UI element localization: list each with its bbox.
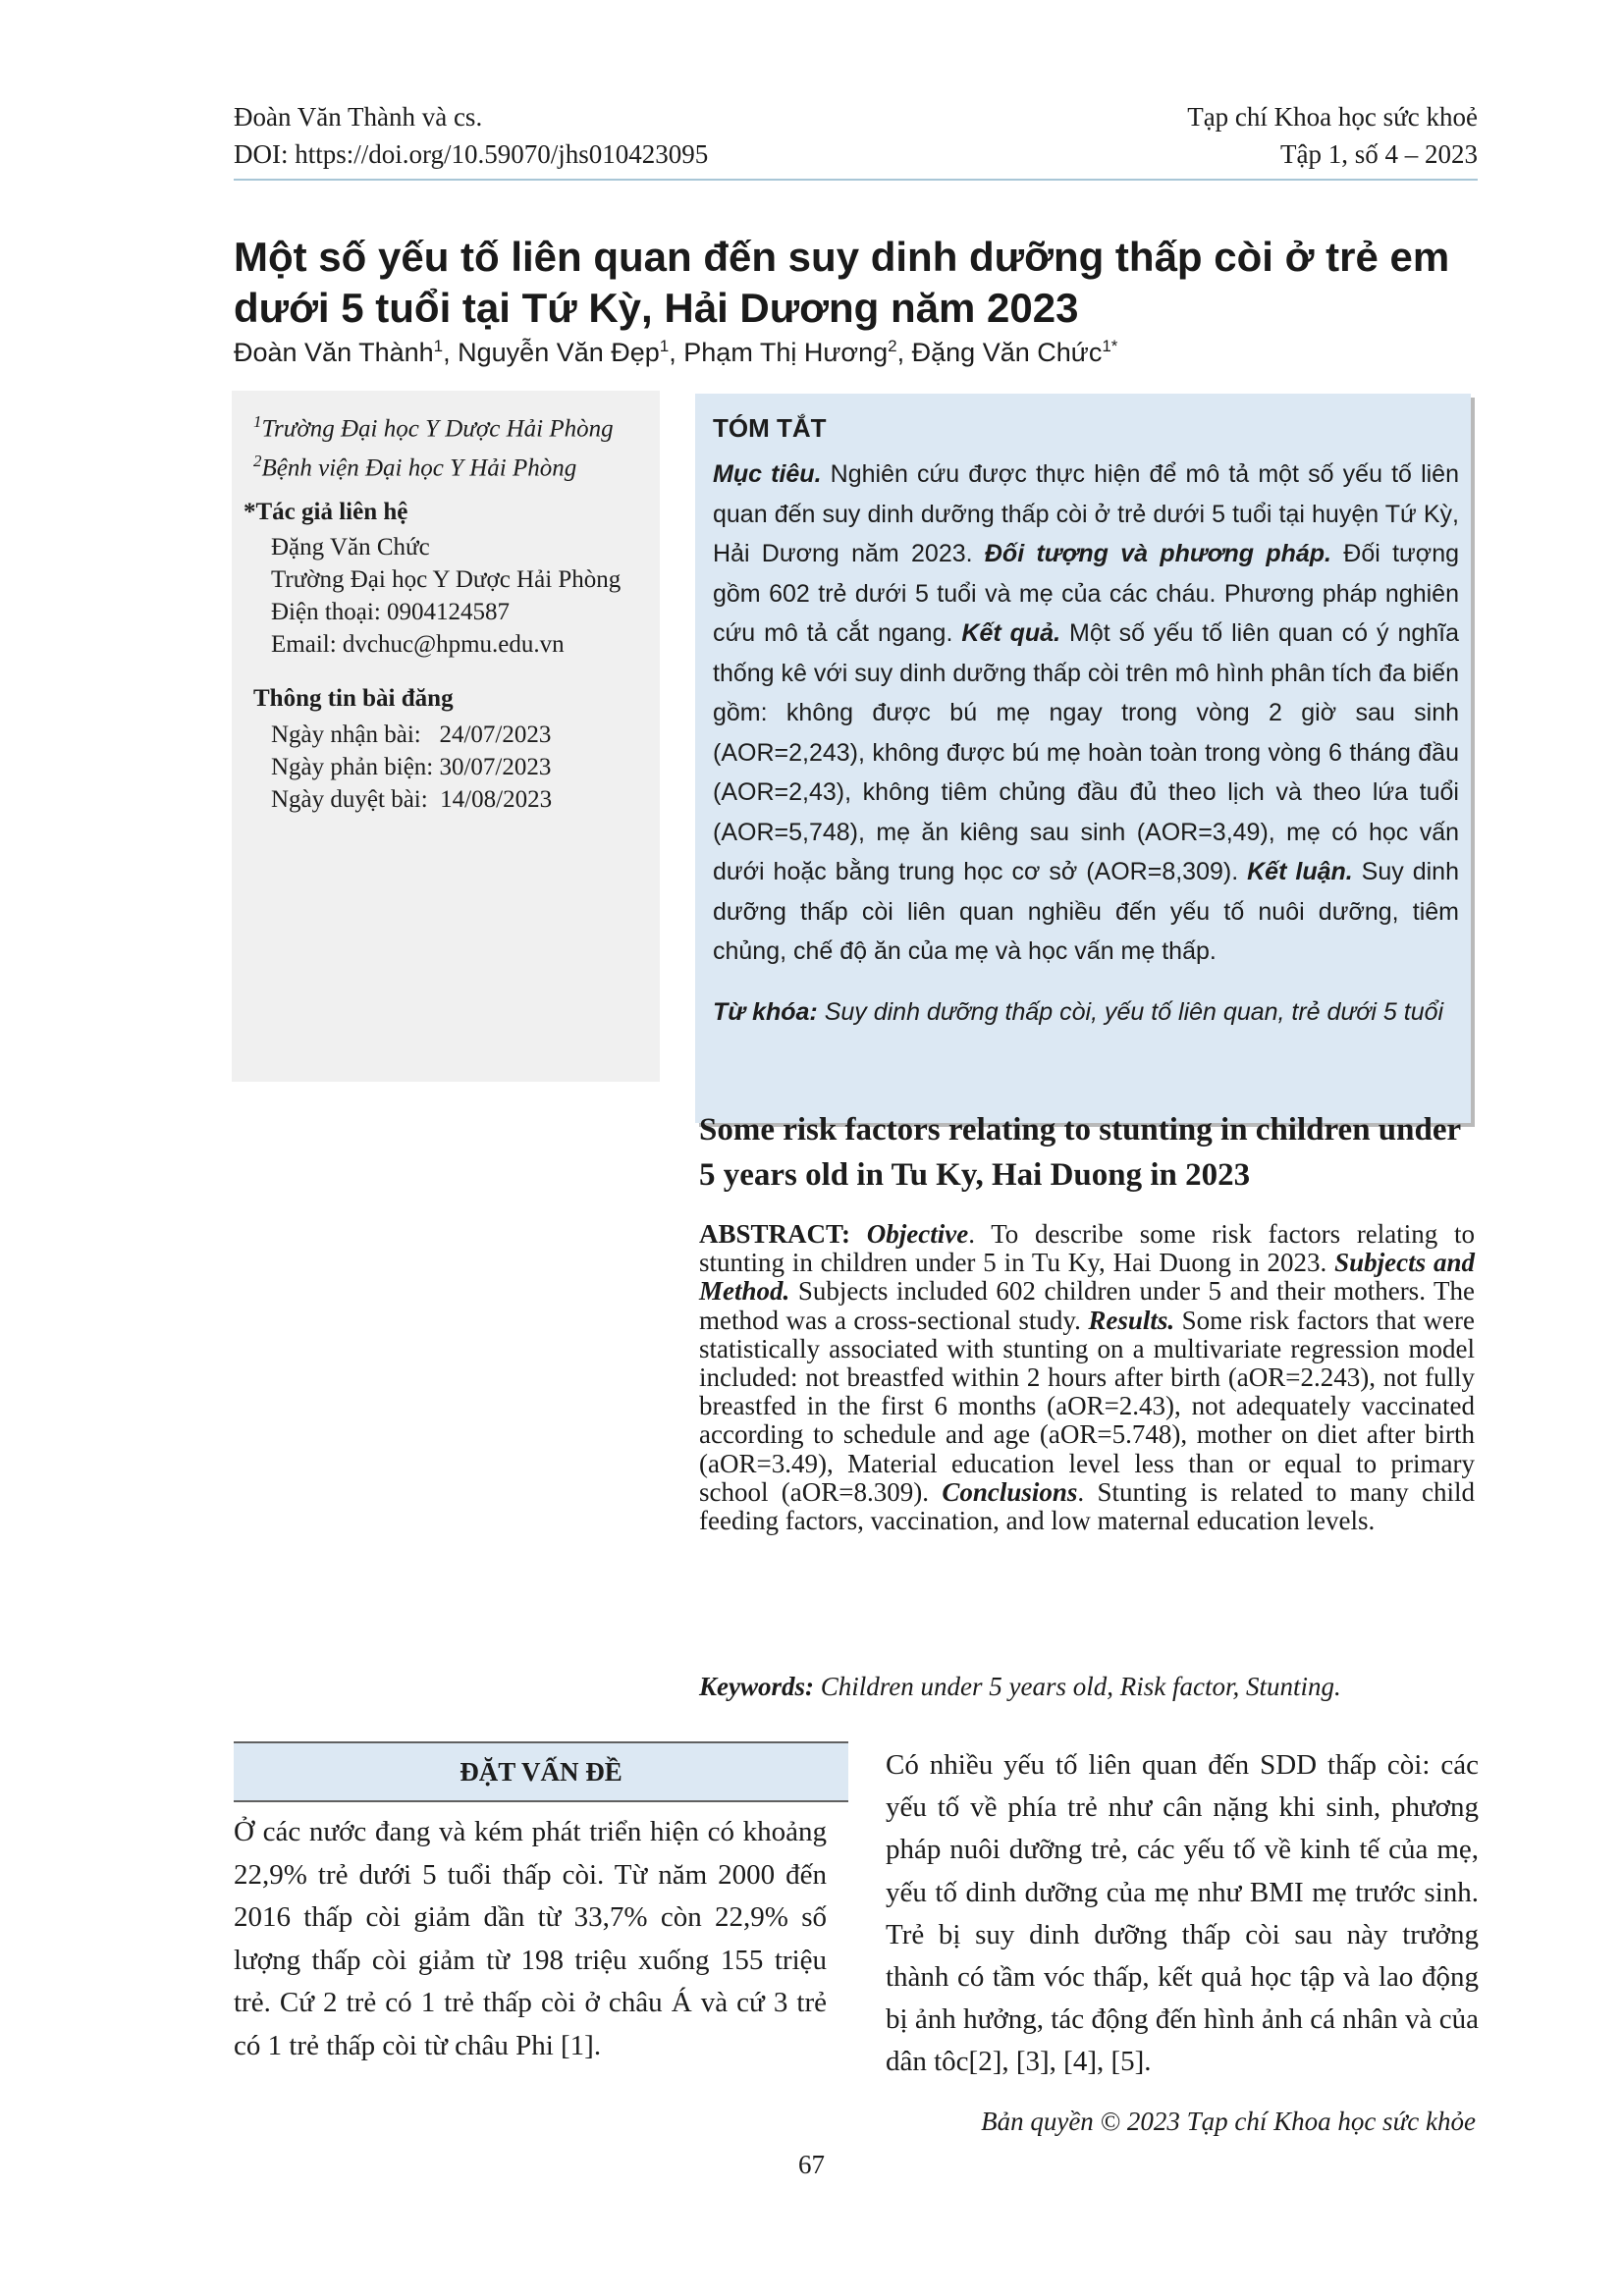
running-header-left bbox=[234, 98, 708, 173]
english-title: Some risk factors relating to stunting in children under 5 years old in Tu Ky, Hai Duong in 2023 bbox=[699, 1112, 1461, 1193]
corresponding-author-phone: Điện thoại: 0904124587 bbox=[271, 599, 511, 625]
corresponding-author-org: Trường Đại học Y Dược Hải Phòng bbox=[271, 566, 622, 593]
author-1: Đoàn Văn Thành bbox=[234, 338, 434, 367]
corresponding-author-title: *Tác giả liên hệ bbox=[243, 499, 408, 525]
article-title: Một số yếu tố liên quan đến suy dinh dưỡng thấp còi ở trẻ em dưới 5 tuổi tại Tứ Kỳ, Hải Dương năm 2023 bbox=[234, 234, 1450, 331]
vietnamese-abstract-text: Mục tiêu. Nghiên cứu được thực hiện để mô tả một số yếu tố liên quan đến suy dinh dưỡng thấp còi ở trẻ dưới 5 tuổi tại huyện Tứ Kỳ, Hải Dương năm 2023. Đối tượng và phương pháp. Đối tượng gồm 602 trẻ dưới 5 tuổi và mẹ của các cháu. Phương pháp nghiên cứu mô tả cắt ngang. Kết quả. Một số yếu tố liên quan có ý nghĩa thống kê với suy dinh dưỡng thấp còi trên mô hình phân tích đa biến gồm: không được bú mẹ ngay trong vòng 2 giờ sau sinh (AOR=2,243), không được bú mẹ hoàn toàn trong vòng 6 tháng đầu (AOR=2,43), không tiêm chủng đầu đủ theo lịch và theo lứa tuổi (AOR=5,748), mẹ ăn kiêng sau sinh (AOR=3,49), mẹ có học vấn dưới hoặc bằng trung học cơ sở (AOR=8,309). Kết luận. Suy dinh dưỡng thấp còi liên quan nghiều đến yếu tố nuôi dưỡng, tiêm chủng, chế độ ăn của mẹ và học vấn mẹ thấp. bbox=[713, 460, 1460, 965]
english-abstract-text: ABSTRACT: Objective. To describe some risk factors relating to stunting in children under 5 in Tu Ky, Hai Duong in 2023. Subjects and Method. Subjects included 602 children under 5 and their mothers. The method was a cross-sectional study. Results. Some risk factors that were statistically associated with stunting on a multivariate regression model included: not breastfed within 2 hours after birth (aOR=2.243), not fully breastfed in the first 6 months (aOR=2.43), not adequately vaccinated according to schedule and age (aOR=5.748), mother on diet after birth (aOR=3.49), Material education level less than or equal to primary school (aOR=8.309). Conclusions. Stunting is related to many child feeding factors, vaccination, and low maternal education levels. bbox=[699, 1219, 1476, 1536]
running-header-right bbox=[1187, 98, 1478, 173]
copyright-notice: Bản quyền © 2023 Tạp chí Khoa học sức khỏe bbox=[981, 2107, 1476, 2136]
date-reviewed: Ngày phản biện: 30/07/2023 bbox=[271, 754, 552, 780]
abstract-heading: TÓM TẮT bbox=[713, 413, 827, 443]
corresponding-author-name: Đặng Văn Chức bbox=[271, 534, 430, 561]
author-3: Phạm Thị Hương bbox=[683, 338, 889, 367]
header-divider bbox=[234, 179, 1478, 181]
introduction-right-column: Có nhiều yếu tố liên quan đến SDD thấp còi: các yếu tố về phía trẻ như cân nặng khi sinh, phương pháp nuôi dưỡng trẻ, các yếu tố về kinh tế của mẹ, yếu tố dinh dưỡng của mẹ như BMI mẹ trước sinh. Trẻ bị suy dinh dưỡng thấp còi sau này trưởng thành có tầm vóc thấp, kết quả học tập và lao động bị ảnh hưởng, tác động đến hình ảnh cá nhân và của dân tôc[2], [3], [4], [5]. bbox=[886, 1749, 1479, 2078]
introduction-left-column: Ở các nước đang và kém phát triển hiện có khoảng 22,9% trẻ dưới 5 tuổi thấp còi. Từ năm 2000 đến 2016 thấp còi giảm dần từ 33,7% còn 22,9% số lượng thấp còi giảm từ 198 triệu xuống 155 triệu trẻ. Cứ 2 trẻ có 1 trẻ thấp còi ở châu Á và cứ 3 trẻ có 1 trẻ thấp còi từ châu Phi [1]. bbox=[234, 1816, 827, 2061]
introduction-heading: ĐẶT VẤN ĐỀ bbox=[460, 1757, 622, 1787]
english-keywords: Keywords: Children under 5 years old, Risk factor, Stunting. bbox=[699, 1672, 1341, 1701]
author-list: Đoàn Văn Thành$^1$, Nguyễn Văn Đẹp$^1$, Phạm Thị Hương$^2$, Đặng Văn Chức$^{1*}$ bbox=[234, 337, 1118, 367]
publication-info-title: Thông tin bài đăng bbox=[253, 685, 454, 712]
author-2: Nguyễn Văn Đẹp bbox=[458, 338, 660, 367]
introduction-heading-box bbox=[234, 1741, 848, 1802]
date-received: Ngày nhận bài: 24/07/2023 bbox=[271, 721, 552, 748]
header-volume: Tập 1, số 4 – 2023 bbox=[1280, 139, 1478, 169]
vietnamese-abstract-box bbox=[695, 394, 1471, 1123]
header-journal: Tạp chí Khoa học sức khoẻ bbox=[1187, 102, 1478, 132]
corresponding-author-email[interactable]: Email: dvchuc@hpmu.edu.vn bbox=[271, 631, 565, 658]
article-info-box bbox=[232, 391, 660, 1082]
affiliation-1: $^1$Trường Đại học Y Dược Hải Phòng bbox=[253, 412, 614, 443]
affiliation-2: $^2$Bệnh viện Đại học Y Hải Phòng bbox=[253, 452, 577, 482]
header-author: Đoàn Văn Thành và cs. bbox=[234, 102, 483, 132]
page-number: 67 bbox=[798, 2150, 825, 2179]
header-doi[interactable]: DOI: https://doi.org/10.59070/jhs010423095 bbox=[234, 139, 709, 169]
author-4: Đặng Văn Chức bbox=[911, 338, 1103, 367]
vietnamese-keywords: Từ khóa: Suy dinh dưỡng thấp còi, yếu tố liên quan, trẻ dưới 5 tuổi bbox=[713, 998, 1444, 1026]
date-accepted: Ngày duyệt bài: 14/08/2023 bbox=[271, 786, 553, 813]
